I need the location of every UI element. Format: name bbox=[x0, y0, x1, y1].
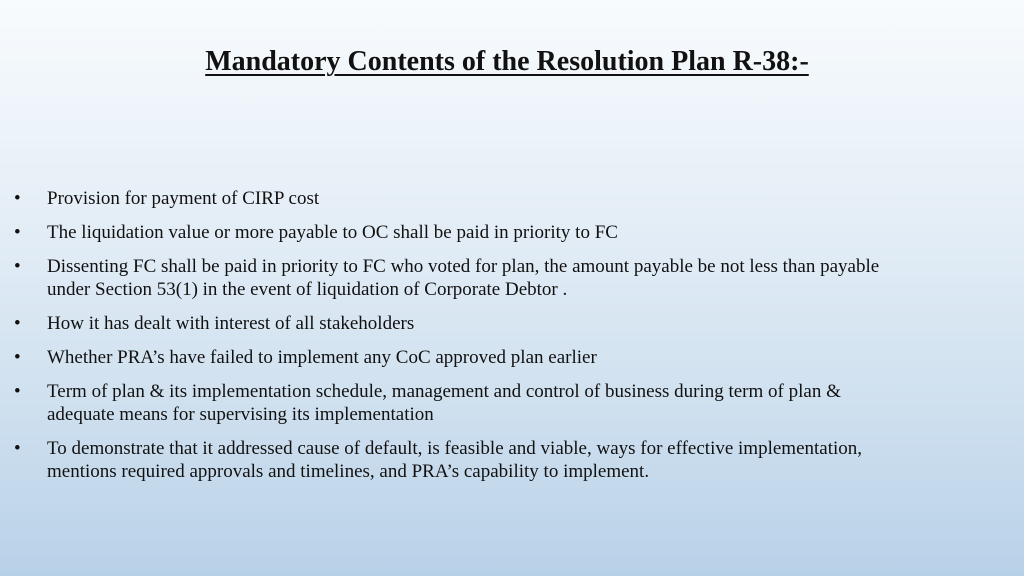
bullet-item bbox=[14, 346, 894, 369]
bullet-text: How it has dealt with interest of all stakeholders bbox=[47, 313, 415, 334]
bullet-item bbox=[14, 255, 894, 301]
bullet-icon: • bbox=[14, 438, 21, 459]
bullet-text: The liquidation value or more payable to OC shall be paid in priority to FC bbox=[47, 222, 618, 243]
bullet-item bbox=[14, 312, 894, 335]
slide-title bbox=[0, 44, 1014, 80]
bullet-text: Provision for payment of CIRP cost bbox=[47, 188, 320, 209]
bullet-icon: • bbox=[14, 188, 21, 209]
bullet-text: To demonstrate that it addressed cause of default, is feasible and viable, ways for effective implementation, mentions required approvals and timelines, and PRA’s capability to implement. bbox=[47, 438, 863, 482]
bullet-text: Dissenting FC shall be paid in priority to FC who voted for plan, the amount payable be not less than payable under Section 53(1) in the event of liquidation of Corporate Debtor . bbox=[47, 256, 880, 300]
bullet-icon: • bbox=[14, 222, 21, 243]
bullet-item bbox=[14, 187, 894, 210]
bullet-icon: • bbox=[14, 381, 21, 402]
bullet-icon: • bbox=[14, 256, 21, 277]
bullet-list bbox=[14, 187, 894, 494]
bullet-text: Term of plan & its implementation schedule, management and control of business during term of plan & adequate means for supervising its implementation bbox=[47, 381, 841, 425]
bullet-icon: • bbox=[14, 313, 21, 334]
slide-title-text: Mandatory Contents of the Resolution Plan R-38:- bbox=[205, 46, 809, 77]
bullet-text: Whether PRA’s have failed to implement any CoC approved plan earlier bbox=[47, 347, 597, 368]
bullet-item bbox=[14, 437, 894, 483]
bullet-item bbox=[14, 221, 894, 244]
bullet-icon: • bbox=[14, 347, 21, 368]
bullet-item bbox=[14, 380, 894, 426]
